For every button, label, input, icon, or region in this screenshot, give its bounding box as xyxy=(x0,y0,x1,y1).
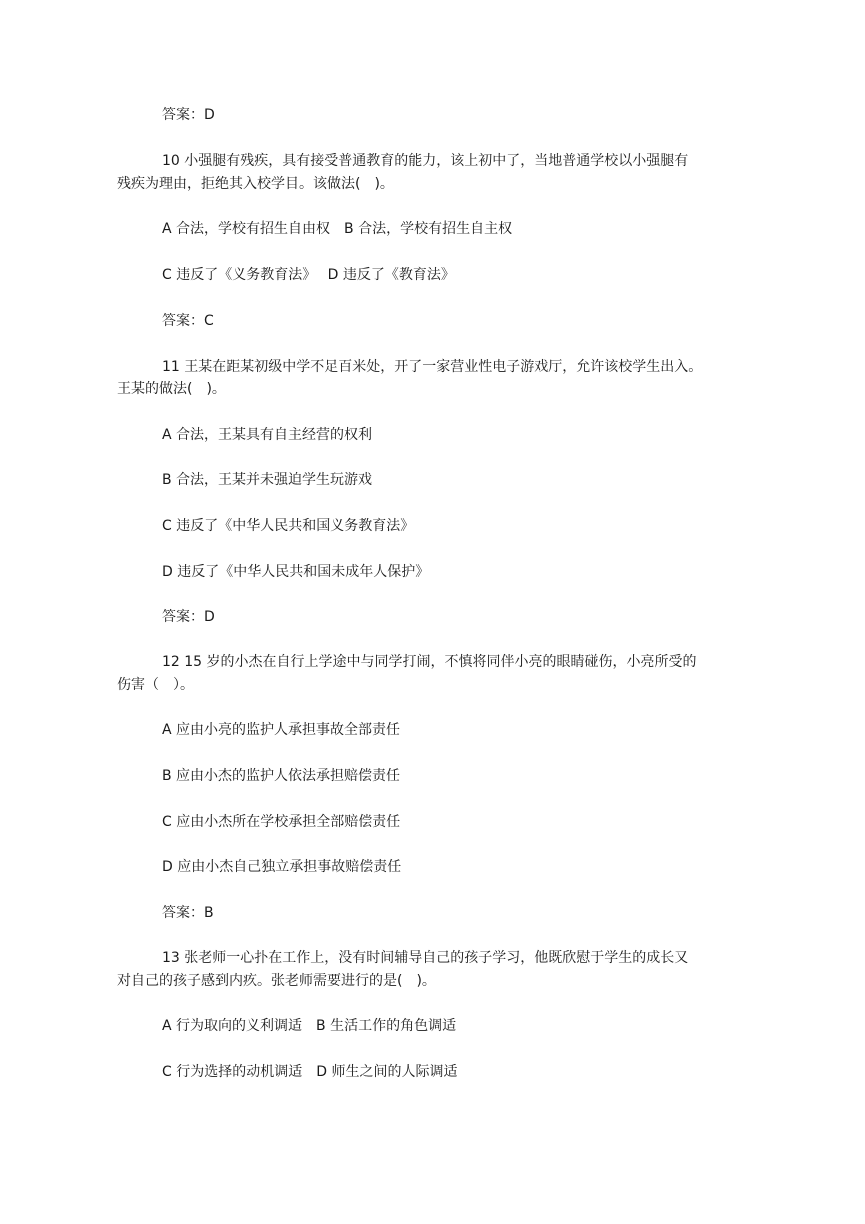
answer-11: 答案：D xyxy=(162,609,215,625)
question-10-options-cd: C 违反了《义务教育法》 D 违反了《教育法》 xyxy=(162,267,455,283)
question-12-line-1: 12 15 岁的小杰在自行上学途中与同学打闹，不慎将同伴小亮的眼睛碰伤，小亮所受的 xyxy=(162,654,697,670)
answer-10: 答案：C xyxy=(162,313,214,329)
question-12-option-d: D 应由小杰自己独立承担事故赔偿责任 xyxy=(162,859,402,875)
question-12-option-c: C 应由小杰所在学校承担全部赔偿责任 xyxy=(162,814,401,830)
question-11-line-2: 王某的做法( )。 xyxy=(117,381,226,397)
question-12-option-a: A 应由小亮的监护人承担事故全部责任 xyxy=(162,722,401,738)
question-12-line-2: 伤害（ ）。 xyxy=(117,677,194,693)
question-13-line-2: 对自己的孩子感到内疚。张老师需要进行的是( )。 xyxy=(117,973,436,989)
question-11-option-b: B 合法，王某并未强迫学生玩游戏 xyxy=(162,472,373,488)
question-13-options-cd: C 行为选择的动机调适 D 师生之间的人际调适 xyxy=(162,1064,458,1080)
answer-12: 答案：B xyxy=(162,905,214,921)
answer-9: 答案：D xyxy=(162,107,215,123)
question-11-option-a: A 合法，王某具有自主经营的权利 xyxy=(162,427,373,443)
question-10-options-ab: A 合法，学校有招生自由权 B 合法，学校有招生自主权 xyxy=(162,221,513,237)
question-10-line-1: 10 小强腿有残疾，具有接受普通教育的能力，该上初中了，当地普通学校以小强腿有 xyxy=(162,153,689,169)
question-13-options-ab: A 行为取向的义利调适 B 生活工作的角色调适 xyxy=(162,1018,457,1034)
question-11-option-c: C 违反了《中华人民共和国义务教育法》 xyxy=(162,518,415,534)
question-11-line-1: 11 王某在距某初级中学不足百米处，开了一家营业性电子游戏厅，允许该校学生出入。 xyxy=(162,359,703,375)
question-12-option-b: B 应由小杰的监护人依法承担赔偿责任 xyxy=(162,768,401,784)
question-11-option-d: D 违反了《中华人民共和国未成年人保护》 xyxy=(162,564,430,580)
question-13-line-1: 13 张老师一心扑在工作上，没有时间辅导自己的孩子学习，他既欣慰于学生的成长又 xyxy=(162,950,689,966)
question-10-line-2: 残疾为理由，拒绝其入校学目。该做法( )。 xyxy=(117,176,394,192)
